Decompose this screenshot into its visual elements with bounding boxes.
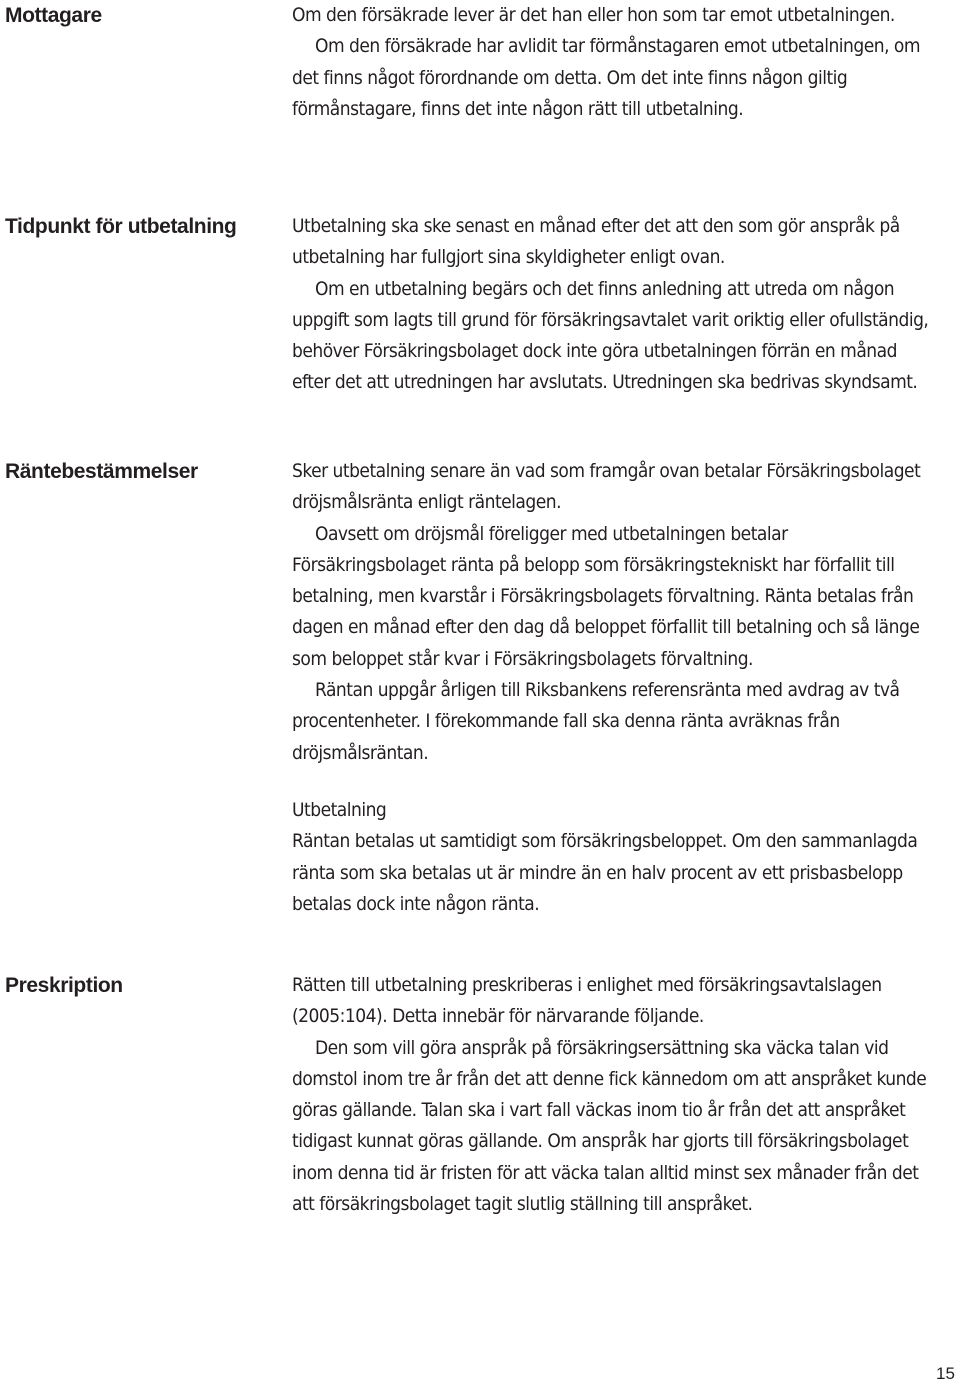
subheading: Utbetalning — [292, 798, 387, 821]
paragraph: Utbetalning ska ske senast en månad efter det att den som gör anspråk på utbetalning har fullgjort sina skyldigheter enligt ovan. — [292, 215, 900, 269]
paragraph: Rätten till utbetalning preskriberas i enlighet med försäkringsavtalslagen (2005:104). Detta innebär för närvarande följande. — [292, 974, 882, 1028]
paragraph: Räntan betalas ut samtidigt som försäkringsbeloppet. Om den sammanlagda ränta som ska betalas ut är mindre än en halv procent av ett prisbasbelopp betalas dock inte någon ränta. — [292, 830, 918, 915]
section-body — [292, 211, 932, 399]
section-heading: Mottagare — [5, 4, 102, 27]
section-body — [292, 970, 932, 1220]
section-heading: Preskription — [5, 974, 123, 997]
section-body — [292, 0, 932, 125]
page-number: 15 — [936, 1364, 955, 1383]
section-body — [292, 456, 932, 920]
section-heading: Räntebestämmelser — [5, 460, 198, 483]
paragraph: Om en utbetalning begärs och det finns anledning att utreda om någon uppgift som lagts till grund för försäkringsavtalet varit oriktig eller ofullständig, behöver Försäkringsbolaget dock inte göra utbetalningen förrän en månad efter det att utredningen har avslutats. Utredningen ska bedrivas skyndsamt. — [292, 277, 929, 394]
paragraph: Om den försäkrade har avlidit tar förmånstagaren emot utbetalningen, om det finns något förordnande om detta. Om det inte finns någon giltig förmånstagare, finns det inte någon rätt till utbetalning. — [292, 35, 921, 120]
paragraph: Sker utbetalning senare än vad som framgår ovan betalar Försäkringsbolaget dröjsmålsränta enligt räntelagen. — [292, 460, 921, 514]
section-heading: Tidpunkt för utbetalning — [5, 215, 237, 238]
paragraph: Den som vill göra anspråk på försäkringsersättning ska väcka talan vid domstol inom tre år från det att denne fick kännedom om att anspråket kunde göras gällande. Talan ska i vart fall väckas inom tio år från det att anspråket tidigast kunnat göras gällande. Om anspråk har gjorts till försäkringsbolaget inom denna tid är fristen för att väcka talan alltid minst sex månader från det att försäkringsbolaget tagit slutlig ställning till anspråket. — [292, 1036, 927, 1216]
paragraph: Räntan uppgår årligen till Riksbankens referensränta med avdrag av två procentenheter. I förekommande fall ska denna ränta avräknas från dröjsmålsräntan. — [292, 679, 900, 764]
paragraph: Oavsett om dröjsmål föreligger med utbetalningen betalar Försäkringsbolaget ränta på belopp som försäkringstekniskt har förfallit till betalning, men kvarstår i Försäkringsbolagets förvaltning. Ränta betalas från dagen en månad efter den dag då beloppet förfallit till betalning och så länge som beloppet står kvar i Försäkringsbolagets förvaltning. — [292, 522, 920, 670]
paragraph: Om den försäkrade lever är det han eller hon som tar emot utbetalningen. — [292, 4, 895, 26]
